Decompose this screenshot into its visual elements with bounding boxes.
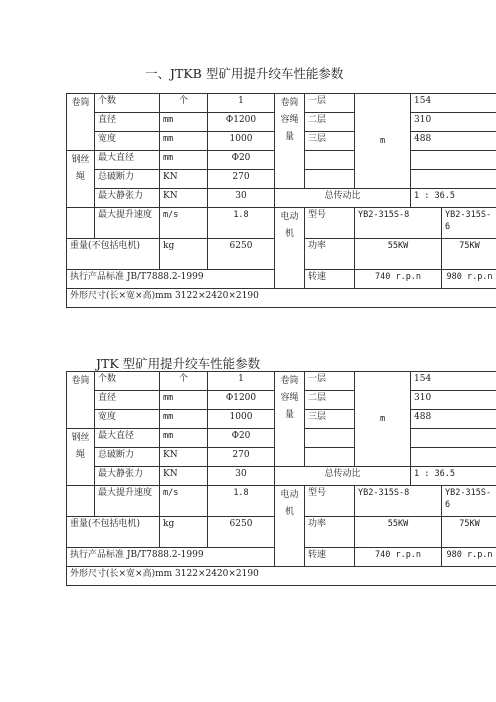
break-force-value: 270 (208, 170, 275, 189)
model-label: 型号 (305, 208, 355, 239)
speed-value: 1.8 (208, 208, 275, 239)
count-unit: 个 (160, 372, 208, 391)
empty-cell (67, 486, 95, 517)
capacity-group-label: 卷筒容绳量 (275, 94, 305, 189)
power-label: 功率 (305, 517, 355, 548)
layer2-value: 310 (411, 391, 496, 410)
static-tension-unit: KN (160, 467, 208, 486)
layer3-label: 三层 (305, 132, 355, 151)
count-value: 1 (208, 372, 275, 391)
count-unit: 个 (160, 94, 208, 113)
diameter-value: Φ1200 (208, 391, 275, 410)
rpm-label: 转速 (305, 270, 355, 289)
rpm-value-1: 740 r.p.n (355, 270, 442, 289)
layer1-label: 一层 (305, 372, 355, 391)
width-label: 宽度 (95, 410, 160, 429)
model-value-2: YB2-315S-6 (442, 486, 496, 517)
max-rope-dia-label: 最大直径 (95, 151, 160, 170)
layer1-value: 154 (411, 372, 496, 391)
layer1-label: 一层 (305, 94, 355, 113)
empty-cell (305, 448, 355, 467)
drum-group-label: 卷筒 (67, 372, 95, 429)
standard-label: 执行产品标准 JB/T7888.2-1999 (67, 270, 275, 289)
break-force-unit: KN (160, 170, 208, 189)
capacity-group-label: 卷筒容绳量 (275, 372, 305, 467)
empty-cell (411, 429, 496, 448)
speed-unit: m/s (160, 486, 208, 517)
power-value-1: 55KW (355, 517, 442, 548)
speed-label: 最大提升速度 (95, 486, 160, 517)
weight-unit: kg (160, 517, 208, 548)
power-label: 功率 (305, 239, 355, 270)
spec-table-jtkb (66, 93, 496, 308)
doc-title-jtkb: 一、JTKB 型矿用提升绞车性能参数 (145, 66, 344, 81)
speed-value: 1.8 (208, 486, 275, 517)
dims-label: 外形尺寸(长×宽×高)mm 3122×2420×2190 (67, 567, 496, 586)
diameter-label: 直径 (95, 113, 160, 132)
diameter-unit: mm (160, 113, 208, 132)
ratio-value: 1 : 36.5 (411, 467, 496, 486)
break-force-label: 总破断力 (95, 448, 160, 467)
width-unit: mm (160, 410, 208, 429)
layer3-value: 488 (411, 410, 496, 429)
model-value-1: YB2-315S-8 (355, 486, 442, 517)
power-value-1: 55KW (355, 239, 442, 270)
count-label: 个数 (95, 372, 160, 391)
layer1-value: 154 (411, 94, 496, 113)
width-value: 1000 (208, 410, 275, 429)
break-force-value: 270 (208, 448, 275, 467)
empty-cell (411, 448, 496, 467)
empty-cell (305, 151, 355, 170)
rpm-value-2: 980 r.p.n (442, 548, 496, 567)
power-value-2: 75KW (442, 239, 496, 270)
ratio-label: 总传动比 (275, 189, 411, 208)
capacity-unit: m (355, 372, 411, 467)
max-rope-dia-value: Φ20 (208, 429, 275, 448)
width-label: 宽度 (95, 132, 160, 151)
static-tension-unit: KN (160, 189, 208, 208)
weight-label: 重量(不包括电机) (67, 517, 160, 548)
ratio-value: 1 : 36.5 (411, 189, 496, 208)
layer3-label: 三层 (305, 410, 355, 429)
rope-group-label: 钢丝绳 (67, 151, 95, 208)
width-value: 1000 (208, 132, 275, 151)
max-rope-dia-label: 最大直径 (95, 429, 160, 448)
break-force-label: 总破断力 (95, 170, 160, 189)
diameter-unit: mm (160, 391, 208, 410)
doc-title-jtk: JTK 型矿用提升绞车性能参数 (96, 356, 261, 371)
motor-group-label: 电动机 (275, 486, 305, 567)
rope-group-label: 钢丝绳 (67, 429, 95, 486)
layer3-value: 488 (411, 132, 496, 151)
static-tension-label: 最大静张力 (95, 467, 160, 486)
capacity-unit: m (355, 94, 411, 189)
diameter-value: Φ1200 (208, 113, 275, 132)
motor-group-label: 电动机 (275, 208, 305, 289)
max-rope-dia-value: Φ20 (208, 151, 275, 170)
power-value-2: 75KW (442, 517, 496, 548)
static-tension-value: 30 (208, 467, 275, 486)
drum-group-label: 卷筒 (67, 94, 95, 151)
weight-value: 6250 (208, 239, 275, 270)
model-value-1: YB2-315S-8 (355, 208, 442, 239)
empty-cell (67, 208, 95, 239)
standard-label: 执行产品标准 JB/T7888.2-1999 (67, 548, 275, 567)
break-force-unit: KN (160, 448, 208, 467)
speed-unit: m/s (160, 208, 208, 239)
rpm-label: 转速 (305, 548, 355, 567)
empty-cell (411, 151, 496, 170)
static-tension-label: 最大静张力 (95, 189, 160, 208)
empty-cell (305, 170, 355, 189)
count-value: 1 (208, 94, 275, 113)
width-unit: mm (160, 132, 208, 151)
layer2-label: 二层 (305, 113, 355, 132)
rpm-value-2: 980 r.p.n (442, 270, 496, 289)
rpm-value-1: 740 r.p.n (355, 548, 442, 567)
layer2-label: 二层 (305, 391, 355, 410)
weight-value: 6250 (208, 517, 275, 548)
speed-label: 最大提升速度 (95, 208, 160, 239)
weight-label: 重量(不包括电机) (67, 239, 160, 270)
max-rope-dia-unit: mm (160, 151, 208, 170)
count-label: 个数 (95, 94, 160, 113)
weight-unit: kg (160, 239, 208, 270)
ratio-label: 总传动比 (275, 467, 411, 486)
spec-table-jtk (66, 371, 496, 586)
model-value-2: YB2-315S-6 (442, 208, 496, 239)
static-tension-value: 30 (208, 189, 275, 208)
model-label: 型号 (305, 486, 355, 517)
max-rope-dia-unit: mm (160, 429, 208, 448)
layer2-value: 310 (411, 113, 496, 132)
empty-cell (411, 170, 496, 189)
dims-label: 外形尺寸(长×宽×高)mm 3122×2420×2190 (67, 289, 496, 308)
diameter-label: 直径 (95, 391, 160, 410)
empty-cell (305, 429, 355, 448)
